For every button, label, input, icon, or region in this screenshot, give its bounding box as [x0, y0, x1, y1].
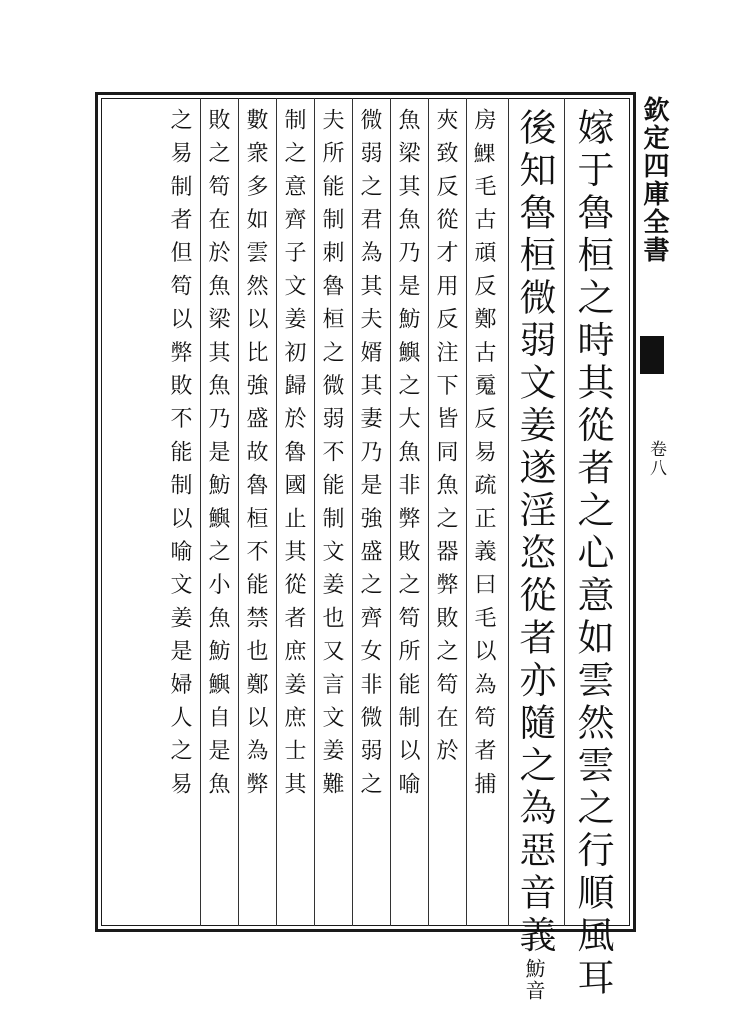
column-rule	[238, 98, 239, 926]
column-rule	[508, 98, 509, 926]
commentary-column-6: 微弱之君為其夫婿其妻乃是強盛之齊女非微弱之	[357, 108, 382, 806]
commentary-column-10: 敗之笱在於魚梁其魚乃是魴鱮之小魚魴鱮自是魚	[205, 108, 230, 806]
text-column-2-annotation: 魴音	[522, 958, 546, 1002]
volume-label: 卷八	[646, 440, 666, 478]
text-column-1: 嫁于魯桓之時其從者之心意如雲然雲之行順風耳	[571, 108, 614, 1001]
commentary-column-4: 夾致反從才用反注下皆同魚之器弊敗之笱在於	[433, 108, 458, 772]
column-rule	[390, 98, 391, 926]
fishtail-mark	[640, 336, 664, 374]
column-rule	[428, 98, 429, 926]
column-rule	[276, 98, 277, 926]
commentary-column-9: 數衆多如雲然以比強盛故魯桓不能禁也鄭以為弊	[243, 108, 268, 806]
commentary-column-11: 之易制者但笱以弊敗不能制以喻文姜是婦人之易	[167, 108, 192, 806]
commentary-column-3: 房𩸄毛古頑反鄭古䰟反易疏正義曰毛以為笱者捕	[471, 108, 496, 806]
column-rule	[314, 98, 315, 926]
commentary-column-5: 魚梁其魚乃是魴鱮之大魚非弊敗之笱所能制以喻	[395, 108, 420, 806]
book-title: 欽定四庫全書	[639, 96, 669, 264]
column-rule	[352, 98, 353, 926]
column-rule	[200, 98, 201, 926]
text-column-2-main: 後知魯桓微弱文姜遂淫恣從者亦隨之為惡音義	[513, 108, 556, 958]
column-rule	[466, 98, 467, 926]
column-rule	[564, 98, 565, 926]
commentary-column-7: 夫所能制刺魯桓之微弱不能制文姜也又言文姜難	[319, 108, 344, 806]
commentary-column-8: 制之意齊子文姜初歸於魯國止其從者庶姜庶士其	[281, 108, 306, 806]
text-column-2	[512, 108, 556, 1002]
